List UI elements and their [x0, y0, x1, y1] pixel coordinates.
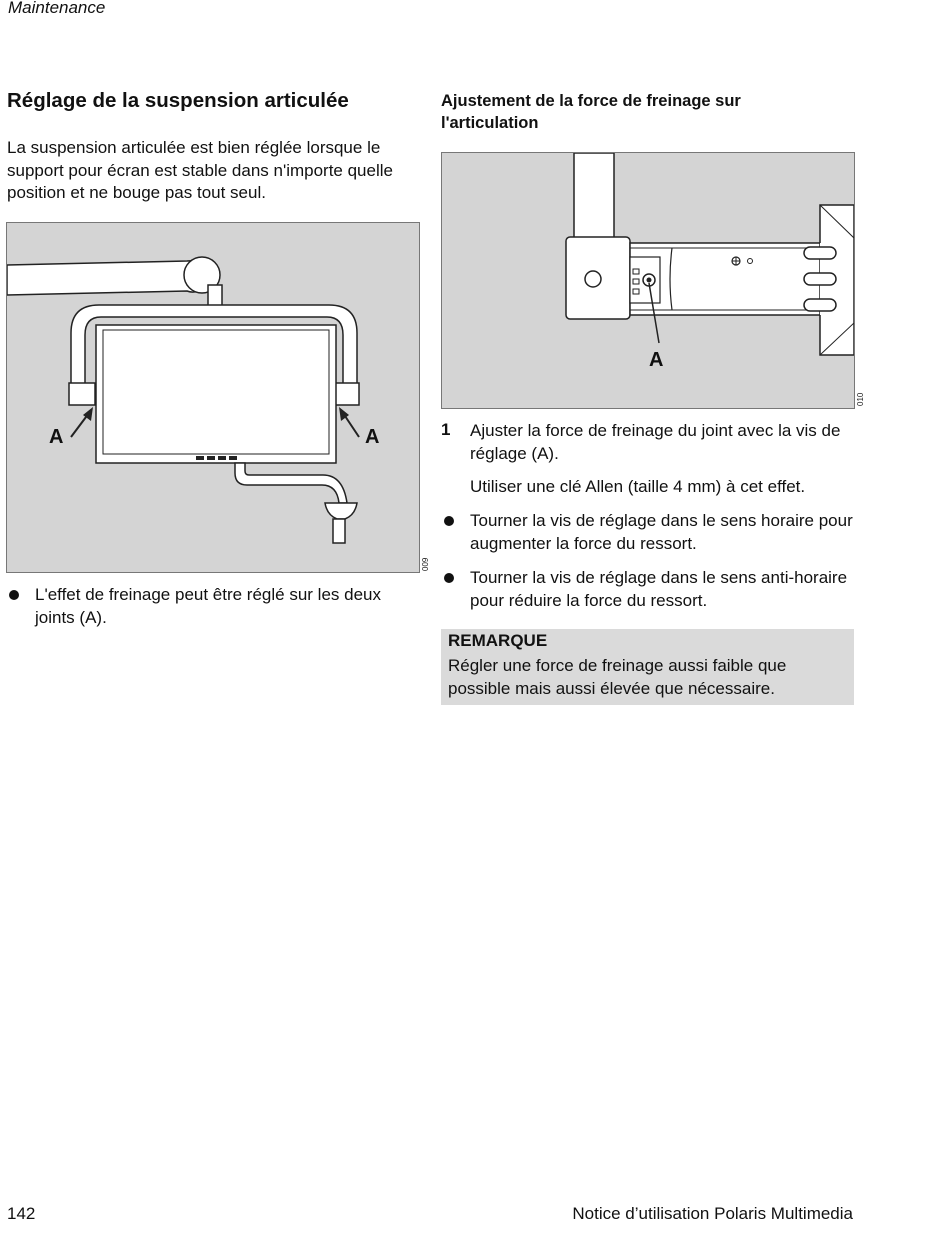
section-title-right: Ajustement de la force de freinage sur l'articulation	[441, 92, 741, 132]
step-subtext: Utiliser une clé Allen (taille 4 mm) à cet effet.	[470, 477, 806, 496]
page-number: 142	[7, 1204, 36, 1223]
monitor-suspension-illustration	[7, 223, 419, 572]
note-text: Régler une force de freinage aussi faible que possible mais aussi élevée que nécessaire.	[448, 656, 787, 698]
bullet-icon	[9, 590, 19, 600]
figure-number-left: 009	[421, 557, 430, 571]
figure-monitor-suspension	[6, 222, 420, 573]
bullet-text-right-2: Tourner la vis de réglage dans le sens anti-horaire pour réduire la force du ressort.	[470, 568, 848, 610]
bullet-icon	[444, 573, 454, 583]
step-text: Ajuster la force de freinage du joint avec la vis de réglage (A).	[470, 421, 841, 463]
joint-adjustment-illustration	[442, 153, 854, 408]
label-a-joint: A	[649, 349, 664, 371]
figure-joint-adjustment	[441, 152, 855, 409]
bullet-icon	[444, 516, 454, 526]
bullet-text-right-1: Tourner la vis de réglage dans le sens horaire pour augmenter la force du ressort.	[470, 511, 853, 553]
figure-number-right: 010	[856, 392, 865, 406]
document-title: Notice d’utilisation Polaris Multimedia	[572, 1204, 853, 1223]
section-title-left: Réglage de la suspension articulée	[7, 89, 349, 112]
intro-paragraph: La suspension articulée est bien réglée lorsque le support pour écran est stable dans n'importe quelle position et ne bouge pas tout seul.	[7, 138, 393, 203]
running-header: Maintenance	[8, 0, 106, 17]
label-a-right: A	[365, 426, 380, 448]
bullet-text-left: L'effet de freinage peut être réglé sur les deux joints (A).	[35, 585, 381, 627]
step-number: 1	[441, 420, 451, 439]
label-a-left: A	[49, 426, 64, 448]
note-title: REMARQUE	[448, 631, 548, 650]
note-box	[441, 629, 854, 705]
